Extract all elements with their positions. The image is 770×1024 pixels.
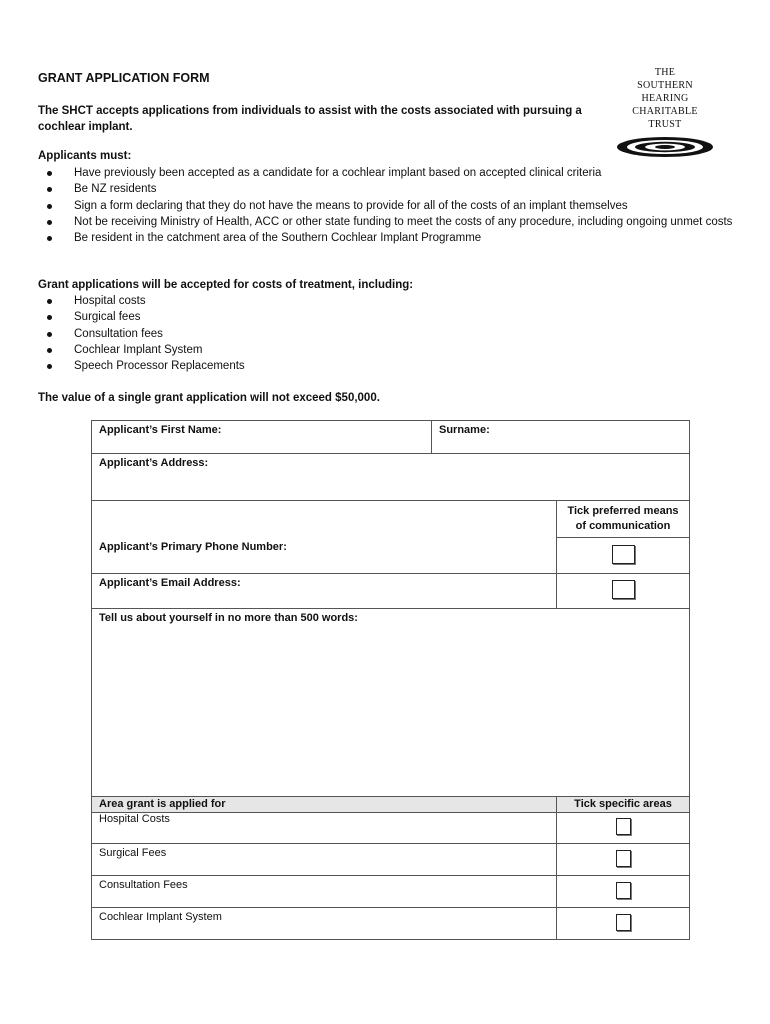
surname-label: Surname:: [439, 424, 490, 436]
list-item: Be NZ residents: [38, 181, 738, 197]
email-field[interactable]: [92, 574, 557, 609]
first-name-label: Applicant’s First Name:: [99, 424, 222, 436]
phone-preferred-checkbox[interactable]: [612, 545, 635, 564]
list-item: Hospital costs: [38, 293, 738, 309]
phone-field[interactable]: [92, 538, 557, 574]
area-row-label: Hospital Costs: [92, 813, 557, 844]
phone-label: Applicant’s Primary Phone Number:: [99, 540, 287, 553]
eligibility-heading: Applicants must:: [38, 150, 132, 162]
consultation-fees-checkbox[interactable]: [616, 882, 631, 899]
area-row-label: Consultation Fees: [92, 876, 557, 908]
logo-line: SOUTHERN: [637, 80, 693, 91]
surname-field[interactable]: [432, 421, 690, 454]
logo-line: HEARING: [641, 93, 689, 104]
costs-list: [38, 293, 738, 374]
list-item: Be resident in the catchment area of the Southern Cochlear Implant Programme: [38, 230, 738, 246]
address-label: Applicant’s Address:: [99, 457, 209, 469]
phone-tick-cell: [557, 538, 690, 574]
logo-line: CHARITABLE: [632, 106, 698, 117]
address-field[interactable]: [92, 454, 690, 501]
tick-communication-header: Tick preferred means of communication: [557, 501, 690, 538]
email-preferred-checkbox[interactable]: [612, 580, 635, 599]
spacer-cell: [92, 501, 557, 538]
hospital-costs-checkbox[interactable]: [616, 818, 631, 835]
application-table: [91, 420, 690, 940]
about-yourself-field[interactable]: [92, 609, 690, 797]
logo-line: THE: [654, 67, 676, 78]
about-label: Tell us about yourself in no more than 500 words:: [99, 612, 358, 624]
cochlear-implant-system-checkbox[interactable]: [616, 914, 631, 931]
trust-logo: [612, 66, 718, 160]
ear-emblem-icon: [616, 136, 714, 158]
email-label: Applicant’s Email Address:: [99, 577, 241, 589]
email-tick-cell: [557, 574, 690, 609]
area-header: Area grant is applied for: [92, 797, 557, 813]
list-item: Surgical fees: [38, 309, 738, 325]
list-item: Have previously been accepted as a candidate for a cochlear implant based on accepted clinical criteria: [38, 165, 738, 181]
costs-heading: Grant applications will be accepted for costs of treatment, including:: [38, 279, 414, 291]
area-row-label: Surgical Fees: [92, 844, 557, 876]
area-row-label: Cochlear Implant System: [92, 908, 557, 940]
first-name-field[interactable]: [92, 421, 432, 454]
area-tick-cell: [557, 844, 690, 876]
list-item: Cochlear Implant System: [38, 342, 738, 358]
intro-text: The SHCT accepts applications from individuals to assist with the costs associated with pursuing a cochlear implant.: [38, 105, 582, 133]
logo-line: TRUST: [648, 119, 682, 130]
area-tick-cell: [557, 876, 690, 908]
form-title: GRANT APPLICATION FORM: [38, 71, 210, 85]
list-item: Not be receiving Ministry of Health, ACC or other state funding to meet the costs of any procedure, including ongoing unmet costs: [38, 214, 738, 230]
area-tick-cell: [557, 813, 690, 844]
tick-areas-header: Tick specific areas: [557, 797, 690, 813]
area-tick-cell: [557, 908, 690, 940]
list-item: Sign a form declaring that they do not have the means to provide for all of the costs of an implant themselves: [38, 198, 738, 214]
surgical-fees-checkbox[interactable]: [616, 850, 631, 867]
eligibility-list: [38, 165, 738, 246]
list-item: Consultation fees: [38, 326, 738, 342]
grant-cap-note: The value of a single grant application will not exceed $50,000.: [38, 392, 380, 404]
list-item: Speech Processor Replacements: [38, 358, 738, 374]
